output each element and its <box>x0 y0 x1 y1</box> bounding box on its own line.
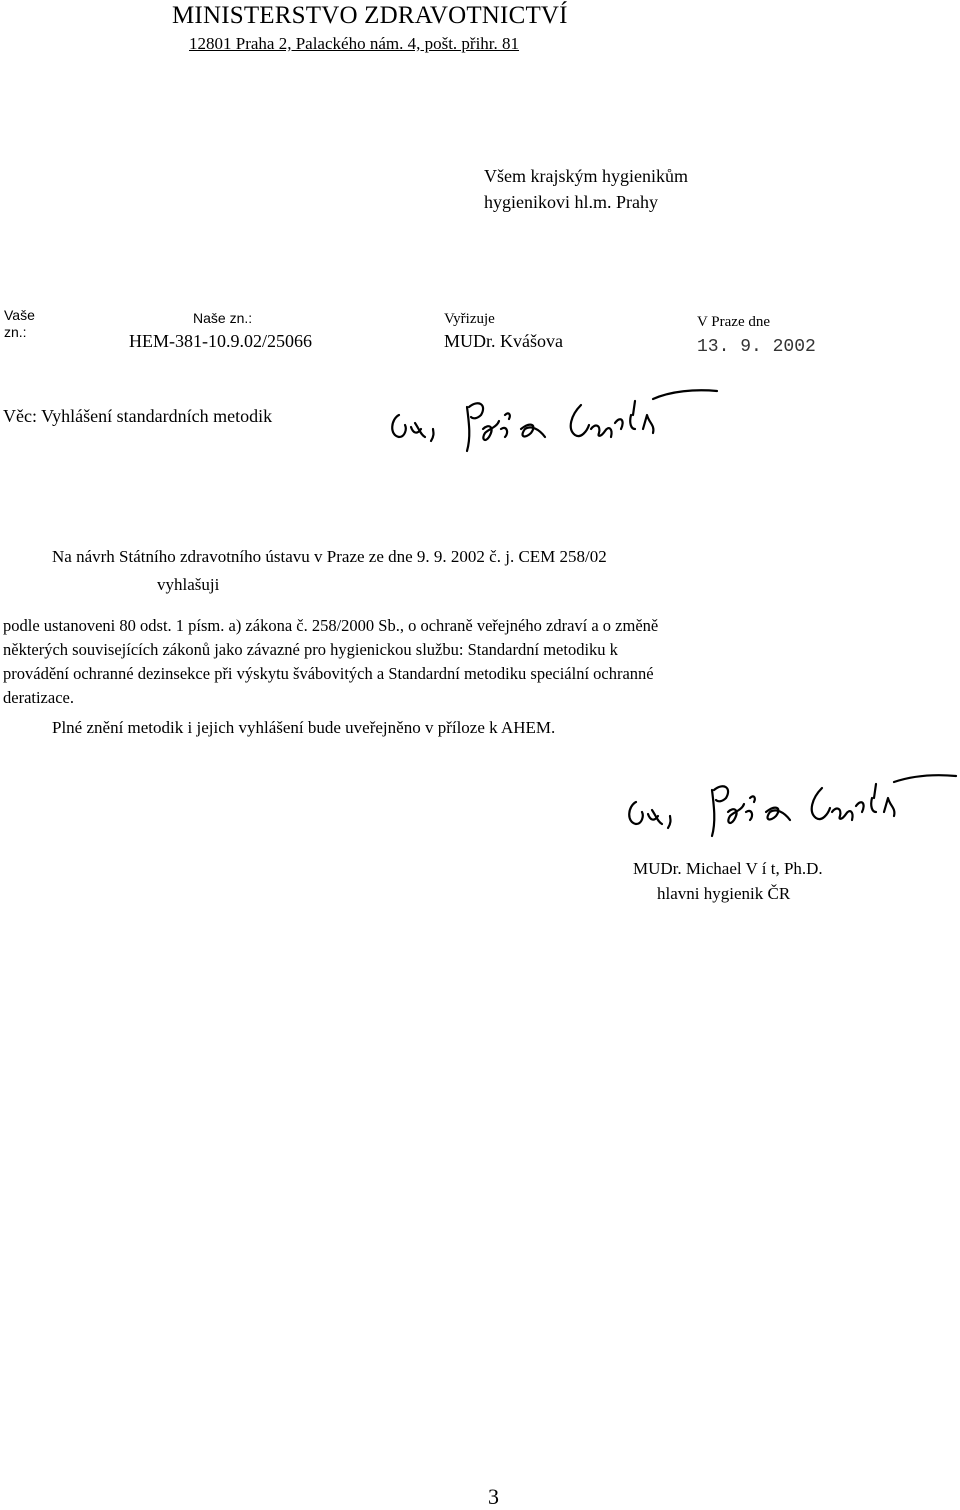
nase-zn-value: HEM-381-10.9.02/25066 <box>129 331 312 351</box>
recipient-line-1: Všem krajským hygienikům <box>484 166 688 186</box>
closing-sentence: Plné znění metodik i jejich vyhlášení bude uveřejněno v příloze k AHEM. <box>52 718 556 737</box>
date-label: V Praze dne <box>697 314 771 330</box>
paragraph-line-1: podle ustanoveni 80 odst. 1 písm. a) zákona č. 258/2000 Sb., o ochraně veřejného zdraví a o změně <box>3 616 659 635</box>
paragraph-line-2: některých souvisejících zákonů jako závazné pro hygienickou službu: Standardní metodiku k <box>3 640 618 659</box>
subject-line: Věc: Vyhlášení standardních metodik <box>3 406 273 426</box>
ministry-address: 12801 Praha 2, Palackého nám. 4, pošt. přihr. 81 <box>189 34 520 53</box>
ministry-title: MINISTERSTVO ZDRAVOTNICTVÍ <box>172 2 568 29</box>
signatory-name: MUDr. Michael V í t, Ph.D. <box>633 859 823 878</box>
recipient-line-2: hygienikovi hl.m. Prahy <box>484 192 658 212</box>
vyrizuje-label: Vyřizuje <box>444 311 495 327</box>
vase-zn-label-2: zn.: <box>4 324 27 340</box>
nase-zn-label: Naše zn.: <box>193 310 253 326</box>
main-paragraph <box>3 614 807 710</box>
signature-icon <box>385 385 720 457</box>
vase-zn-label-1: Vaše <box>4 307 35 323</box>
paragraph-line-3: provádění ochranné dezinsekce při výskytu švábovitých a Standardní metodiku speciální ochranné <box>3 664 654 683</box>
paragraph-line-4: deratizace. <box>3 688 74 707</box>
intro-line: Na návrh Státního zdravotního ústavu v Praze ze dne 9. 9. 2002 č. j. CEM 258/02 <box>52 547 607 566</box>
signature-icon <box>622 772 958 844</box>
date-stamp: 13. 9. 2002 <box>697 337 816 357</box>
declare-word: vyhlašuji <box>157 575 220 594</box>
vyrizuje-value: MUDr. Kvášova <box>444 331 563 351</box>
signatory-title: hlavni hygienik ČR <box>657 884 791 903</box>
page-number: 3 <box>488 1484 499 1509</box>
